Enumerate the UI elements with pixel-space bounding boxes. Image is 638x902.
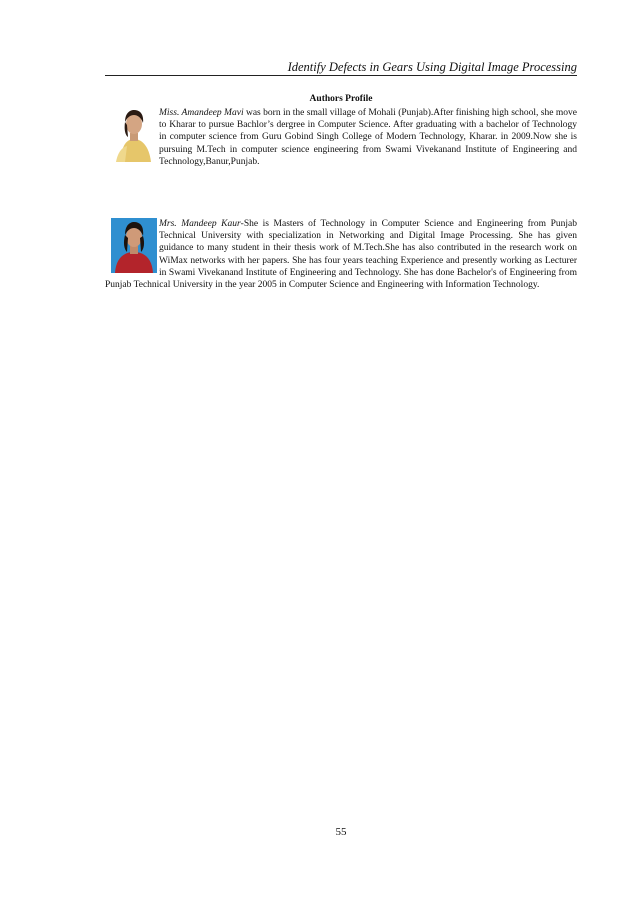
author-photo-woman-yellow-dress-icon xyxy=(111,107,157,162)
author-photo-woman-red-dress-icon xyxy=(111,218,157,273)
section-heading: Authors Profile xyxy=(309,94,373,104)
author-photo-2 xyxy=(111,218,157,273)
author-photo-1 xyxy=(111,107,157,162)
author-name-1: Miss. Amandeep Mavi xyxy=(159,108,244,118)
header-divider xyxy=(105,75,577,76)
running-header-title: Identify Defects in Gears Using Digital Image Processing xyxy=(287,60,577,74)
author-bio-1: was born in the small village of Mohali (Punjab).After finishing high school, she move to Kharar to pursue Bachlor’s dergree in Computer Science. After graduating with a bachelor of Technology in computer science from Guru Gobind Singh College of Modern Technology, Kharar. in 2009.Now she is pursuing M.Tech in computer science engineering from Swami Vivekanand Institute of Engineering and Technology,Banur,Punjab. xyxy=(159,108,577,167)
author-name-2: Mrs. Mandeep Kaur xyxy=(159,219,241,229)
page-number: 55 xyxy=(335,826,347,838)
author-profile-1 xyxy=(105,107,577,168)
author-bio-2: -She is Masters of Technology in Computer Science and Engineering from Punjab Technical University with specialization in Networking and Digital Image Processing. She has given guidance to many student in their thesis work of M.Tech.She has also contributed in the research work on WiMax networks with her papers. She has four years teaching Experience and presently working as Lecturer in Swami Vivekanand Institute of Engineering and Technology. She has done Bachelor's of Engineering from Punjab Technical University in the year 2005 in Computer Science and Engineering with Information Technology. xyxy=(105,219,577,291)
author-profile-2 xyxy=(105,218,577,291)
